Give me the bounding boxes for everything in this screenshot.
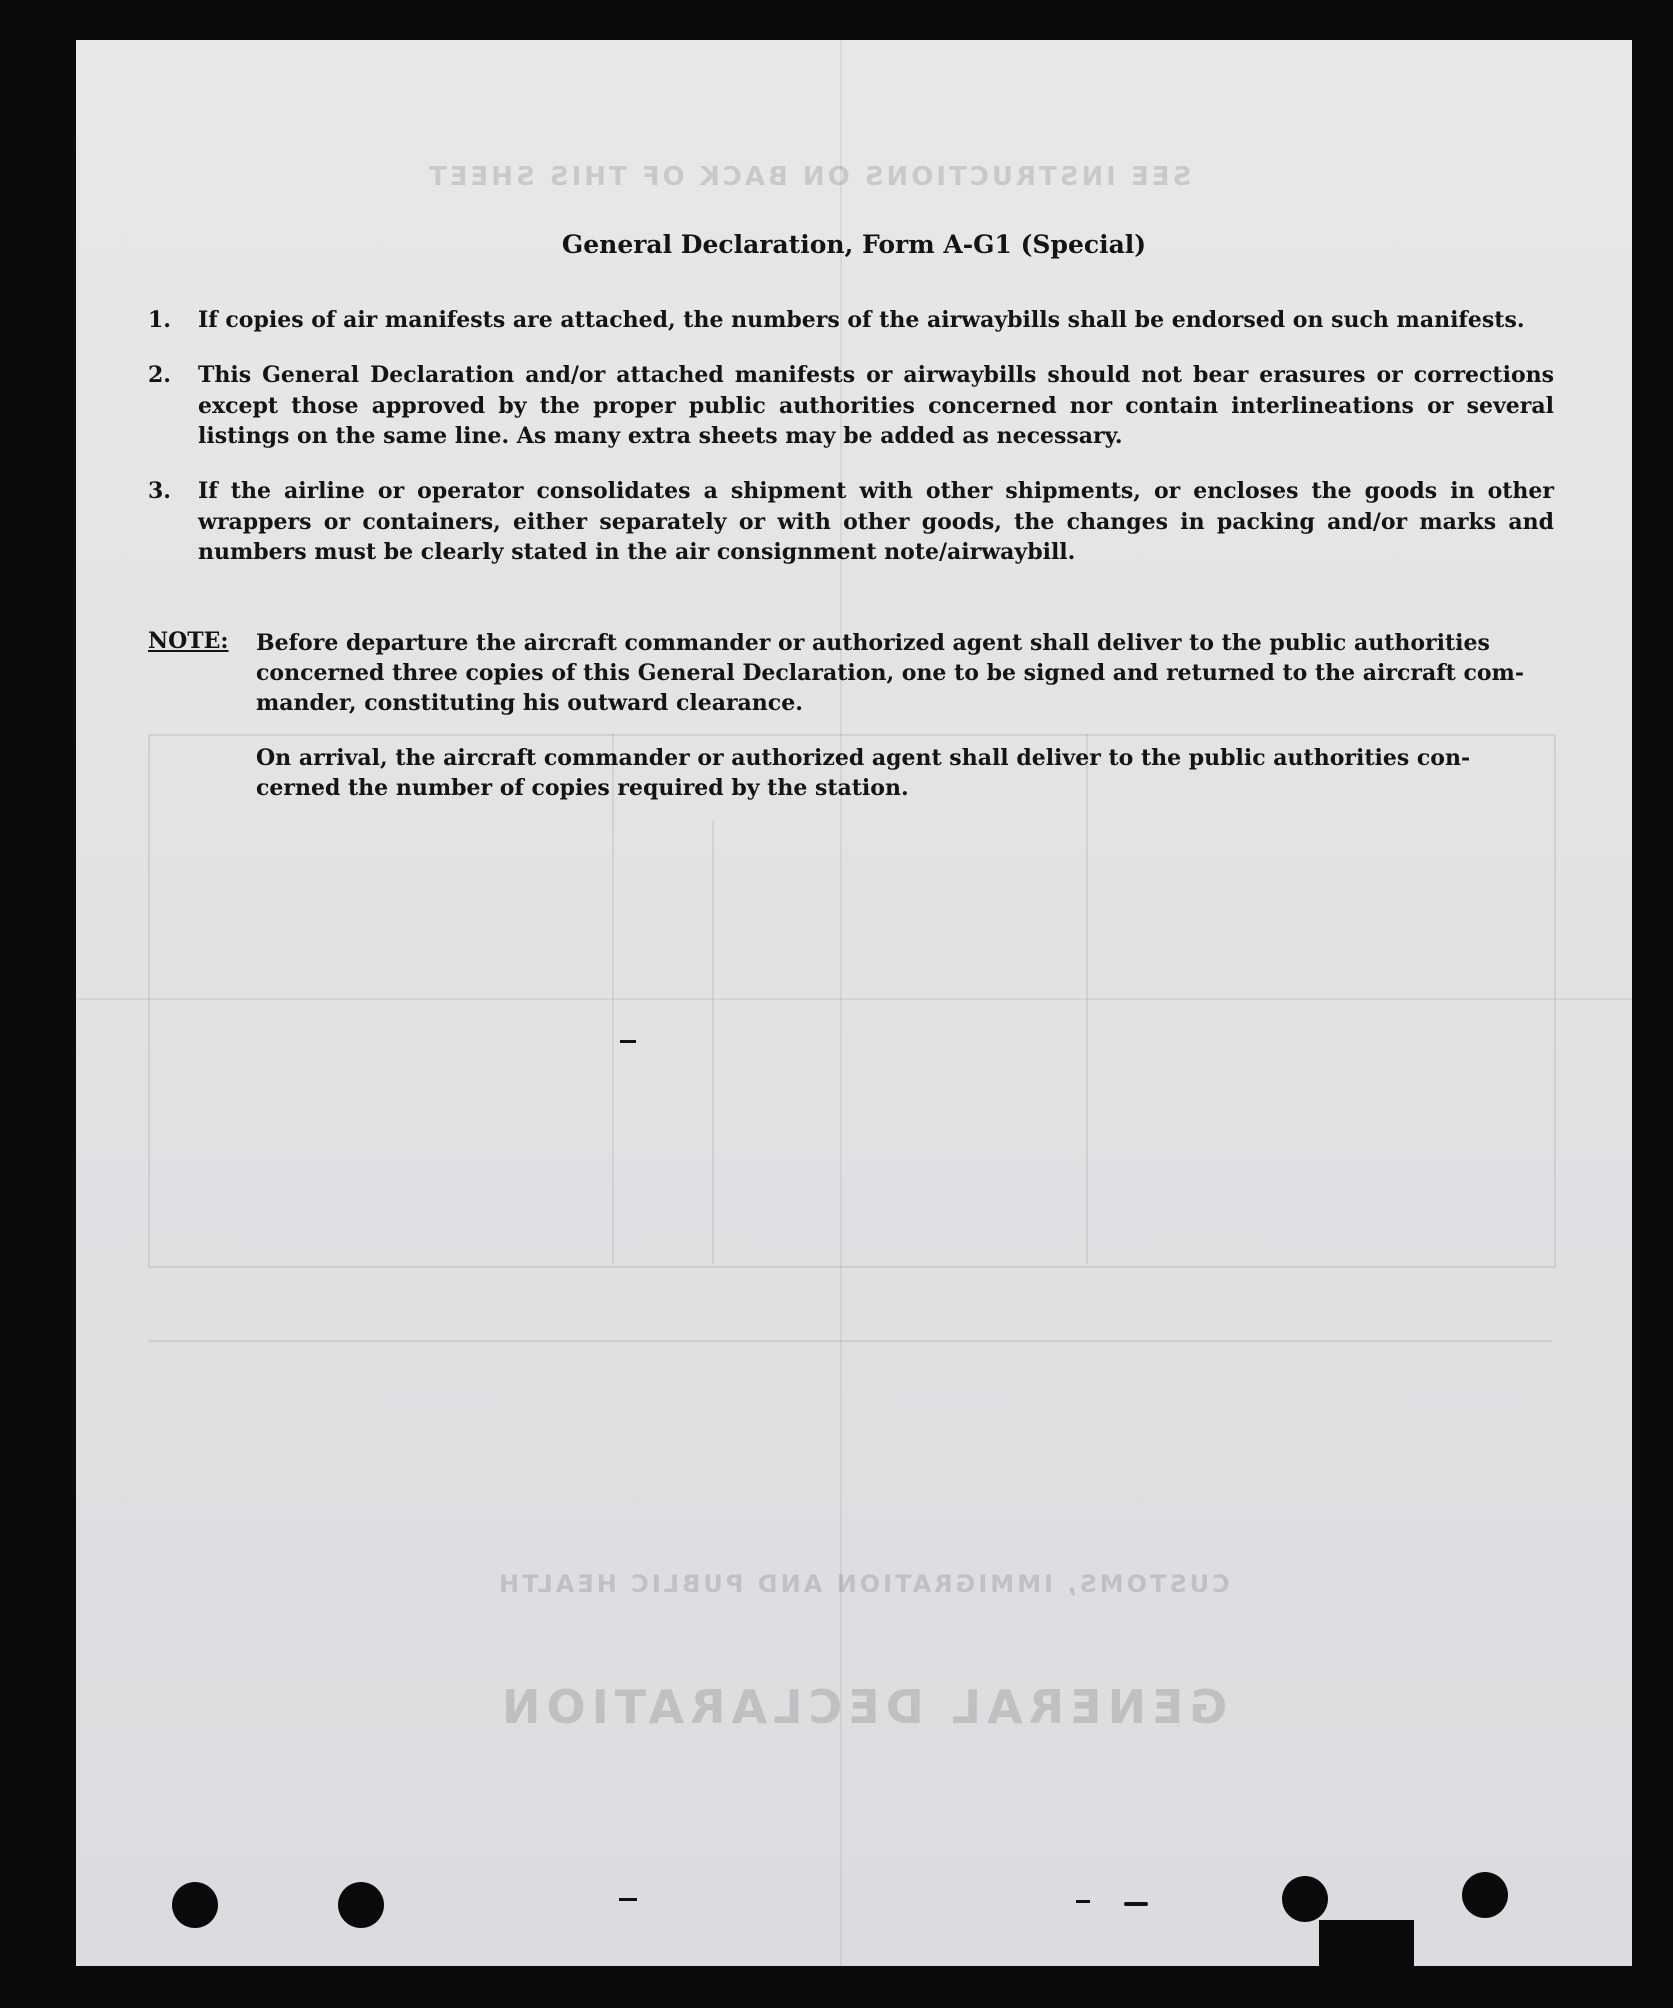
note-paragraph-1-line: mander, constituting his outward clearance. [256,690,803,716]
binder-tab [1319,1920,1414,1970]
item-number: 2. [148,362,171,388]
document-page [76,40,1632,1966]
smudge [620,1040,636,1043]
punch-hole [338,1882,384,1928]
document-title: General Declaration, Form A-G1 (Special) [561,230,1147,259]
item-number: 3. [148,478,171,504]
item-text-line: If the airline or operator consolidates a shipment with other shipments, or encloses the goods in other [198,478,1554,504]
item-number: 1. [148,307,171,333]
note-paragraph-2-line: On arrival, the aircraft commander or authorized agent shall deliver to the public authorities con- [256,745,1471,771]
item-text-line: numbers must be clearly stated in the air consignment note/airwaybill. [198,539,1076,565]
punch-hole [1282,1876,1328,1922]
note-paragraph-1-line: concerned three copies of this General Declaration, one to be signed and returned to the aircraft com- [256,660,1524,686]
smudge [619,1898,637,1901]
bleed-through-divider [612,734,614,1264]
item-text: If copies of air manifests are attached, the numbers of the airwaybills shall be endorsed on such manifests. [198,307,1525,333]
item-text-line: except those approved by the proper public authorities concerned nor contain interlineations or several [198,392,1554,419]
punch-hole [172,1882,218,1928]
bleed-through-divider [712,820,714,1264]
smudge [1124,1902,1148,1906]
item-text-line: listings on the same line. As many extra sheets may be added as necessary. [198,423,1123,449]
bleed-through-subheading: CUSTOMS, IMMIGRATION AND PUBLIC HEALTH [496,1570,1230,1598]
bleed-through-top: SEE INSTRUCTIONS ON BACK OF THIS SHEET [426,162,1192,192]
smudge [1076,1900,1090,1903]
note-paragraph-2-line: cerned the number of copies required by the station. [256,775,909,801]
bleed-through-divider [1086,734,1088,1264]
bleed-through-heading: GENERAL DECLARATION [496,1680,1228,1734]
bleed-through-table [148,734,1556,1268]
item-text-line: This General Declaration and/or attached manifests or airwaybills should not bear erasures or corrections [198,362,1554,388]
note-label: NOTE: [148,628,229,654]
note-paragraph-1-line: Before departure the aircraft commander or authorized agent shall deliver to the public authorities [256,630,1490,656]
punch-hole [1462,1872,1508,1918]
item-text-line: wrappers or containers, either separately or with other goods, the changes in packing and/or marks and [198,508,1554,535]
bleed-through-rule [148,1340,1552,1342]
